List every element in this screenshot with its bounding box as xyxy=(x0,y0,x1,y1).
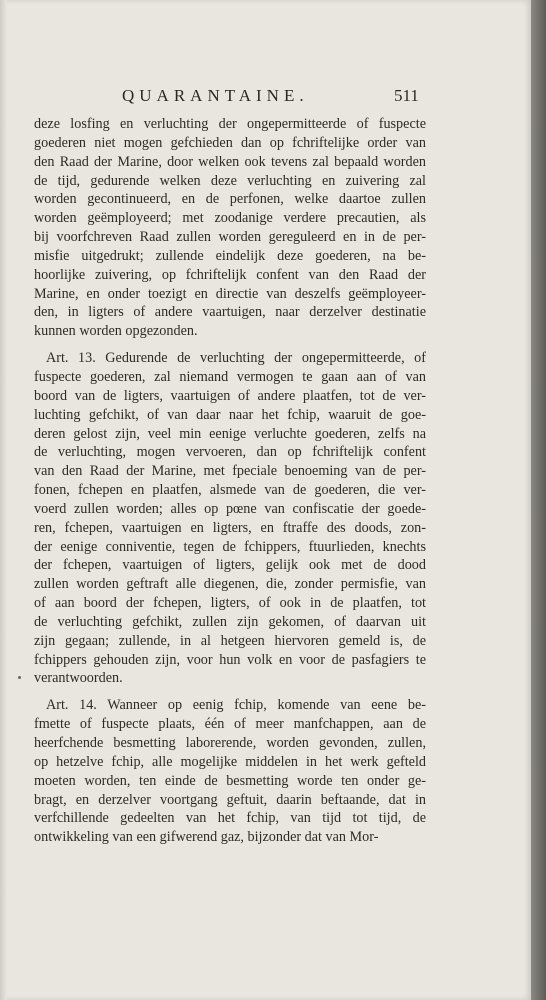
text-line: zullen worden geftraft alle diegenen, die, zonder permisfie, van xyxy=(34,576,426,593)
text-line: op hetzelve fchip, alle mogelijke middelen in het werk gefteld xyxy=(34,753,426,770)
paragraph xyxy=(34,696,426,847)
page-edge xyxy=(531,0,546,1000)
text-line: hoorlijke zuivering, op fchriftelijk confent van den Raad der xyxy=(34,266,426,283)
paragraph xyxy=(34,349,426,688)
text-line: der fchepen, vaartuigen of ligters, gelijk ook met de dood xyxy=(34,557,426,574)
text-line: deren gelost zijn, veel min eenige verluchte goederen, zelfs na xyxy=(34,425,426,442)
text-line: voerd zullen worden; alles op pœne van confiscatie der goede- xyxy=(34,500,426,517)
text-line: zijn gegaan; zullende, in al hetgeen hiervoren gemeld is, de xyxy=(34,632,426,649)
text-line: van den Raad der Marine, met fpeciale benoeming van de per- xyxy=(34,463,426,480)
text-line: fmette of fuspecte plaats, één of meer manfchappen, aan de xyxy=(34,716,426,733)
text-line: Marine, en onder toezigt en directie van deszelfs geëmployeer- xyxy=(34,285,426,302)
text-line: der eenige conniventie, tegen de fchippers, ftuurlieden, knechts xyxy=(34,538,426,555)
text-line: de verluchting gefchikt, zullen zijn gekomen, of daarvan uit xyxy=(34,613,426,630)
text-line: den, in ligters of andere vaartuigen, naar derzelver destinatie xyxy=(34,304,426,321)
text-line: fonen, fchepen en plaatfen, alsmede van de goederen, die ver- xyxy=(34,482,426,499)
text-line: fuspecte goederen, zal niemand vermogen te gaan aan of van xyxy=(34,368,426,385)
text-line: Art. 14. Wanneer op eenig fchip, komende van eene be- xyxy=(46,697,426,714)
text-line: worden geëmployeerd; met zoodanige verdere precautien, als xyxy=(34,210,426,227)
text-line: bragt, en derzelver voortgang geftuit, daarin beftaande, dat in xyxy=(34,791,426,808)
text-line: den Raad der Marine, door welken ook tevens zal bepaald worden xyxy=(34,153,426,170)
text-line: bij voorfchreven Raad zullen worden gereguleerd en in de per- xyxy=(34,229,426,246)
text-line: moeten worden, ten einde de besmetting worde ten onder ge- xyxy=(34,772,426,789)
paragraph-gap xyxy=(34,341,426,349)
page-gutter xyxy=(0,0,7,1000)
text-line: deze losfing en verluchting der ongepermitteerde of fuspecte xyxy=(34,116,426,132)
text-line: goederen niet mogen gefchieden dan op fchriftelijke order van xyxy=(34,134,426,151)
page-header xyxy=(0,86,531,108)
text-line: ren, fchepen, vaartuigen en ligters, en ftraffe des doods, zon- xyxy=(34,519,426,536)
text-line: boord van de ligters, vaartuigen of andere plaatfen, tot de ver- xyxy=(34,387,426,404)
text-line: fchippers gehouden zijn, voor hun volk en voor de pasfagiers te xyxy=(34,651,426,668)
body-text xyxy=(34,115,426,847)
paragraph xyxy=(34,115,426,341)
page-number: 511 xyxy=(394,86,419,105)
text-line: de verluchting, mogen vervoeren, dan op fchriftelijk confent xyxy=(34,444,426,461)
text-line: misfie uitgedrukt; zullende eindelijk deze goederen, na be- xyxy=(34,247,426,264)
text-line: Art. 13. Gedurende de verluchting der ongepermitteerde, of xyxy=(46,350,426,367)
text-line: verfchillende gedeelten van het fchip, van tijd tot tijd, de xyxy=(34,810,426,827)
text-line: kunnen worden opgezonden. xyxy=(34,323,198,340)
text-line: ontwikkeling van een gifwerend gaz, bijzonder dat van Mor- xyxy=(34,829,379,846)
text-line: luchting gefchikt, of van daar naar het fchip, waaruit de goe- xyxy=(34,406,426,423)
text-line: heerfchende besmetting laborerende, worden gevonden, zullen, xyxy=(34,735,426,751)
running-title: QUARANTAINE. xyxy=(122,86,309,105)
text-line: verantwoorden. xyxy=(34,670,123,687)
paragraph-gap xyxy=(34,688,426,696)
text-line: worden gecontinueerd, en de perfonen, welke daartoe zullen xyxy=(34,191,426,208)
text-line: of aan boord der fchepen, ligters, of ook in de plaatfen, tot xyxy=(34,595,426,612)
text-line: de tijd, gedurende welken deze verluchting en zuivering zal xyxy=(34,172,426,189)
ink-speck xyxy=(18,676,21,679)
